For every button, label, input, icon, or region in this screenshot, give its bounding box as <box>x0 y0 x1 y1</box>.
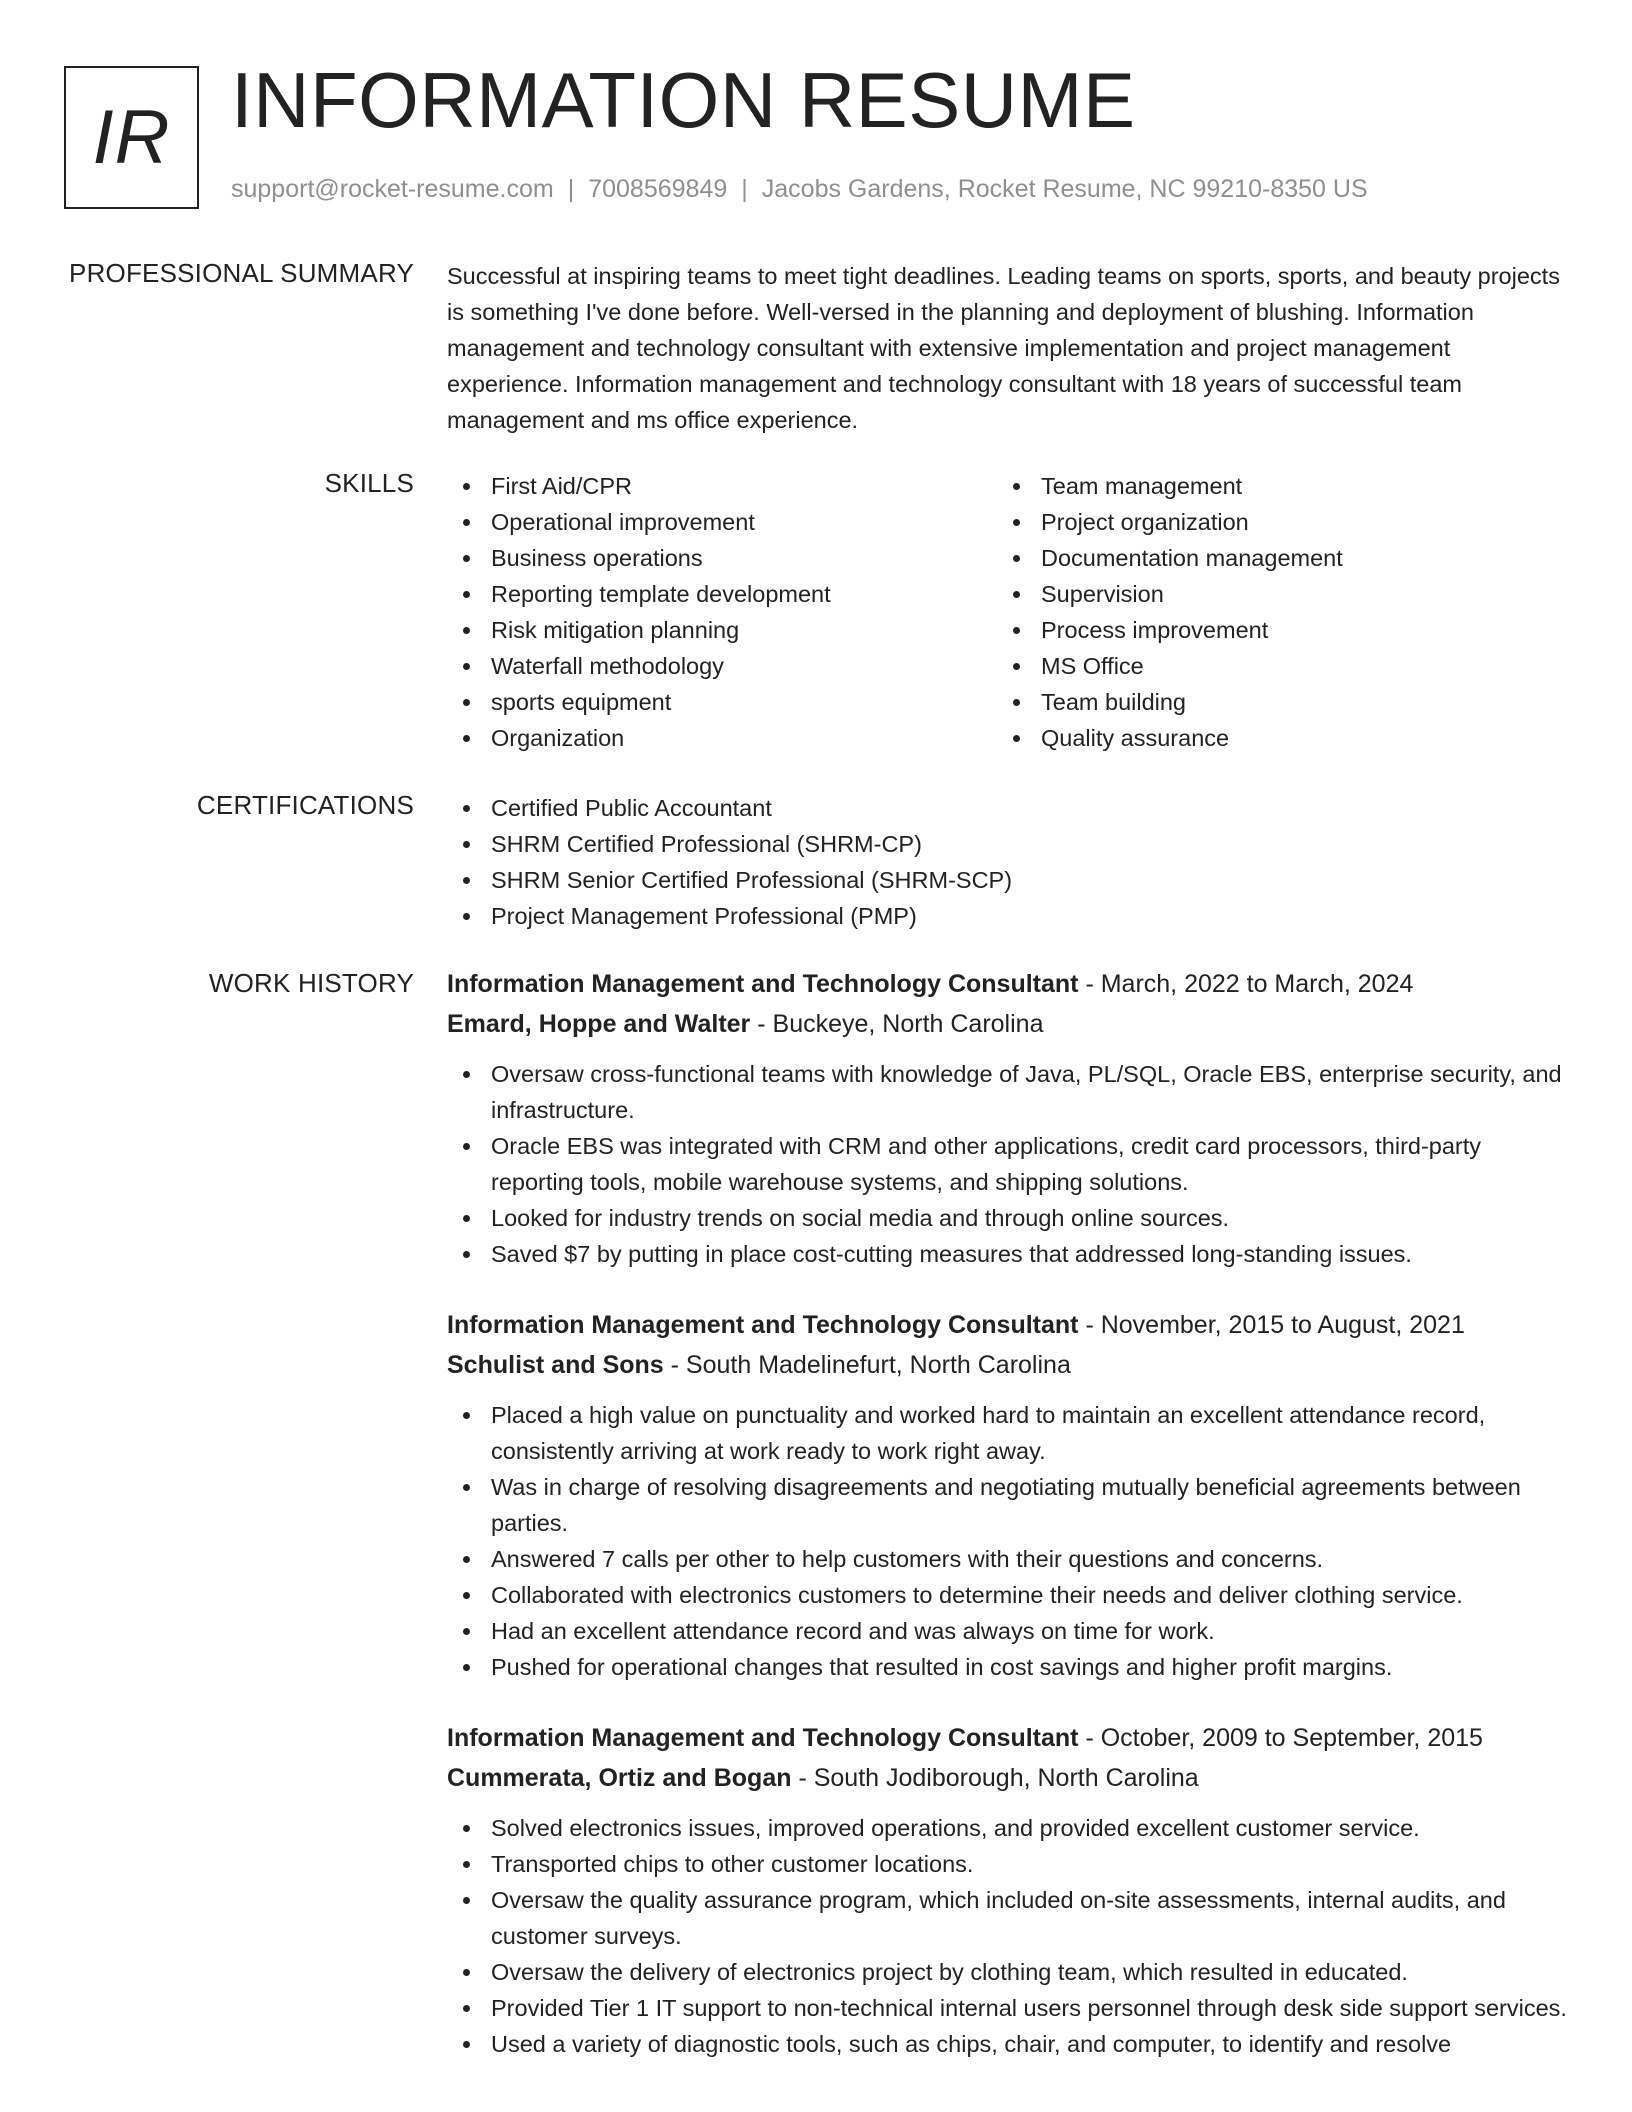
job-company-line: Emard, Hoppe and Walter - Buckeye, North Carolina <box>447 1010 1044 1038</box>
skill-item: Documentation management <box>997 540 1547 576</box>
contact-address: Jacobs Gardens, Rocket Resume, NC 99210-8350 US <box>761 175 1368 203</box>
job-bullet: Solved electronics issues, improved operations, and provided excellent customer service. <box>447 1810 1567 1846</box>
job-entry <box>447 1718 1567 2062</box>
job-bullet: Transported chips to other customer locations. <box>447 1846 1567 1882</box>
job-bullet: Answered 7 calls per other to help customers with their questions and concerns. <box>447 1541 1567 1577</box>
job-bullet: Oracle EBS was integrated with CRM and other applications, credit card processors, third-party reporting tools, mobile warehouse systems, and shipping solutions. <box>447 1128 1567 1200</box>
certifications-body <box>447 790 1567 934</box>
skill-item: Operational improvement <box>447 504 997 540</box>
monogram-initials: IR <box>92 95 171 180</box>
job-title-line: Information Management and Technology Consultant - November, 2015 to August, 2021 <box>447 1311 1465 1339</box>
skill-item: sports equipment <box>447 684 997 720</box>
job-title-line: Information Management and Technology Consultant - March, 2022 to March, 2024 <box>447 970 1414 998</box>
certification-item: SHRM Senior Certified Professional (SHRM-SCP) <box>447 862 1567 898</box>
job-bullet: Was in charge of resolving disagreements and negotiating mutually beneficial agreements between parties. <box>447 1469 1567 1541</box>
skill-item: Reporting template development <box>447 576 997 612</box>
job-dates: November, 2015 to August, 2021 <box>1100 1311 1465 1339</box>
skills-columns <box>447 468 1567 756</box>
certification-item: Project Management Professional (PMP) <box>447 898 1567 934</box>
job-title: Information Management and Technology Consultant <box>447 1311 1079 1339</box>
job-bullet: Had an excellent attendance record and was always on time for work. <box>447 1613 1567 1649</box>
job-dates: October, 2009 to September, 2015 <box>1100 1724 1483 1752</box>
certification-item: Certified Public Accountant <box>447 790 1567 826</box>
job-company-line: Cummerata, Ortiz and Bogan - South Jodiborough, North Carolina <box>447 1764 1199 1792</box>
skill-item: Quality assurance <box>997 720 1547 756</box>
contact-phone: 7008569849 <box>588 175 728 203</box>
contact-separator: | <box>741 175 748 203</box>
job-location: South Jodiborough, North Carolina <box>813 1764 1199 1792</box>
contact-line <box>231 175 1368 204</box>
skill-item: Process improvement <box>997 612 1547 648</box>
skill-item: Supervision <box>997 576 1547 612</box>
monogram-box <box>64 66 199 209</box>
certification-item: SHRM Certified Professional (SHRM-CP) <box>447 826 1567 862</box>
job-dates: March, 2022 to March, 2024 <box>1100 970 1414 998</box>
job-location: Buckeye, North Carolina <box>772 1010 1044 1038</box>
job-bullet: Oversaw cross-functional teams with knowledge of Java, PL/SQL, Oracle EBS, enterprise security, and infrastructure. <box>447 1056 1567 1128</box>
summary-heading: PROFESSIONAL SUMMARY <box>69 258 414 288</box>
job-bullet: Looked for industry trends on social media and through online sources. <box>447 1200 1567 1236</box>
job-company: Cummerata, Ortiz and Bogan <box>447 1764 792 1792</box>
contact-email: support@rocket-resume.com <box>231 175 554 203</box>
job-entry <box>447 1305 1567 1685</box>
skill-item: Risk mitigation planning <box>447 612 997 648</box>
skill-item: Project organization <box>997 504 1547 540</box>
work-history-heading: WORK HISTORY <box>208 968 414 998</box>
job-entry <box>447 964 1567 1272</box>
job-bullet: Provided Tier 1 IT support to non-technical internal users personnel through desk side support services. <box>447 1990 1567 2026</box>
skill-item: MS Office <box>997 648 1547 684</box>
job-bullet: Oversaw the quality assurance program, which included on-site assessments, internal audits, and customer surveys. <box>447 1882 1567 1954</box>
skill-item: Organization <box>447 720 997 756</box>
skill-item: Waterfall methodology <box>447 648 997 684</box>
job-bullets <box>447 1056 1567 1272</box>
certifications-list <box>447 790 1567 934</box>
skills-list-left <box>447 468 997 756</box>
job-bullet: Oversaw the delivery of electronics project by clothing team, which resulted in educated. <box>447 1954 1567 1990</box>
job-bullet: Collaborated with electronics customers to determine their needs and deliver clothing service. <box>447 1577 1567 1613</box>
skill-item: Business operations <box>447 540 997 576</box>
candidate-name: INFORMATION RESUME <box>231 56 1136 144</box>
skills-heading: SKILLS <box>324 468 414 498</box>
job-bullets <box>447 1810 1567 2062</box>
job-bullets <box>447 1397 1567 1685</box>
job-bullet: Used a variety of diagnostic tools, such as chips, chair, and computer, to identify and resolve <box>447 2026 1567 2062</box>
skills-list-right <box>997 468 1547 756</box>
job-company: Emard, Hoppe and Walter <box>447 1010 751 1038</box>
job-bullet: Placed a high value on punctuality and worked hard to maintain an excellent attendance record, consistently arriving at work ready to work right away. <box>447 1397 1567 1469</box>
job-title: Information Management and Technology Consultant <box>447 1724 1079 1752</box>
job-company-line: Schulist and Sons - South Madelinefurt, North Carolina <box>447 1351 1071 1379</box>
job-location: South Madelinefurt, North Carolina <box>685 1351 1071 1379</box>
skill-item: Team management <box>997 468 1547 504</box>
contact-separator: | <box>567 175 575 203</box>
summary-text: Successful at inspiring teams to meet tight deadlines. Leading teams on sports, sports, and beauty projects is something I've done before. Well-versed in the planning and deployment of blushing. Information management and technology consultant with extensive implementation and project management experience. Information management and technology consultant with 18 years of successful team management and ms office experience. <box>447 263 1560 433</box>
job-bullet: Pushed for operational changes that resulted in cost savings and higher profit margins. <box>447 1649 1567 1685</box>
job-title: Information Management and Technology Consultant <box>447 970 1079 998</box>
job-bullet: Saved $7 by putting in place cost-cutting measures that addressed long-standing issues. <box>447 1236 1567 1272</box>
certifications-heading: CERTIFICATIONS <box>196 790 414 820</box>
skill-item: Team building <box>997 684 1547 720</box>
skill-item: First Aid/CPR <box>447 468 997 504</box>
work-history-body <box>447 964 1567 2095</box>
job-title-line: Information Management and Technology Consultant - October, 2009 to September, 2015 <box>447 1724 1483 1752</box>
job-company: Schulist and Sons <box>447 1351 664 1379</box>
